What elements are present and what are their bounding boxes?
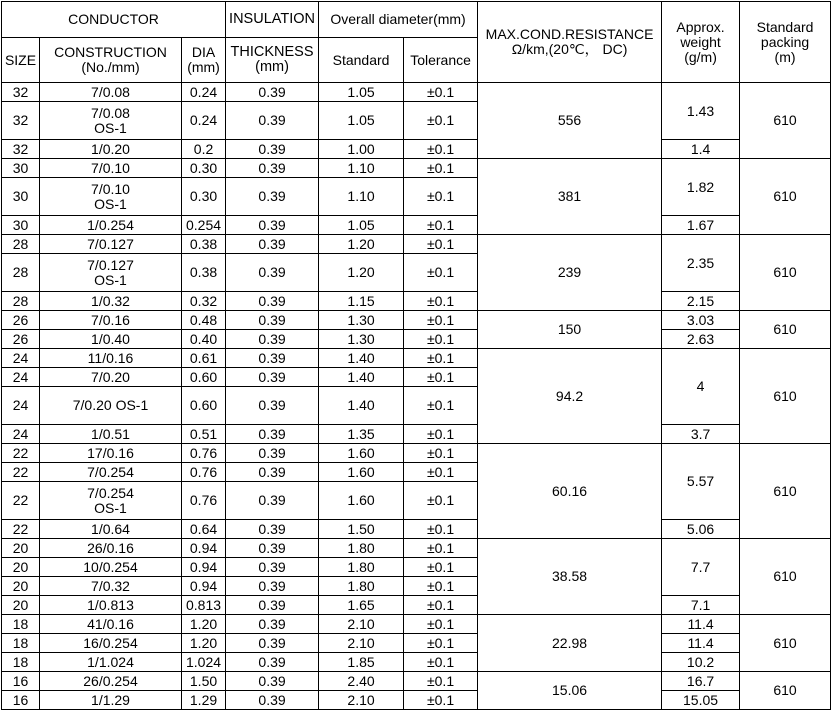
standard-diameter-cell: 1.50: [319, 520, 404, 539]
resistance-cell: 381: [478, 159, 662, 235]
construction-line: OS-1: [94, 195, 127, 212]
dia-cell: 0.60: [182, 387, 226, 425]
weight-header-line2: weight: [680, 33, 721, 50]
weight-cell: 5.57: [662, 444, 740, 520]
dia-cell: 0.254: [182, 216, 226, 235]
dia-cell: 1.20: [182, 615, 226, 634]
construction-cell: [40, 653, 182, 672]
construction-line: 7/0.127: [87, 235, 134, 252]
resistance-cell: 150: [478, 311, 662, 349]
construction-cell: [40, 235, 182, 254]
construction-line: 1/0.254: [87, 216, 134, 233]
packing-header-line2: packing: [760, 33, 810, 50]
table-row: [2, 520, 831, 539]
construction-line: 1/1.29: [91, 691, 130, 708]
weight-cell: 10.2: [662, 653, 740, 672]
construction-header-line2: (No./mm): [81, 59, 140, 75]
tolerance-cell: ±0.1: [404, 102, 478, 140]
size-cell: 18: [2, 615, 40, 634]
weight-cell: 11.4: [662, 634, 740, 653]
dia-cell: 0.2: [182, 140, 226, 159]
size-cell: 28: [2, 254, 40, 292]
resistance-header: [478, 2, 662, 83]
packing-header-line3: (m): [774, 48, 796, 65]
weight-cell: 1.43: [662, 83, 740, 140]
table-row: [2, 292, 831, 311]
standard-diameter-cell: 2.10: [319, 691, 404, 710]
dia-cell: 0.32: [182, 292, 226, 311]
construction-cell: [40, 254, 182, 292]
construction-line: OS-1: [94, 271, 127, 288]
thickness-cell: 0.39: [226, 482, 319, 520]
tolerance-cell: ±0.1: [404, 653, 478, 672]
thickness-cell: 0.39: [226, 444, 319, 463]
thickness-cell: 0.39: [226, 577, 319, 596]
size-cell: 22: [2, 444, 40, 463]
resistance-cell: 15.06: [478, 672, 662, 710]
construction-line: 7/0.254: [87, 484, 134, 501]
table-row: [2, 539, 831, 558]
packing-cell: 610: [740, 444, 831, 539]
thickness-cell: 0.39: [226, 140, 319, 159]
construction-cell: [40, 444, 182, 463]
packing-cell: 610: [740, 235, 831, 311]
construction-cell: [40, 482, 182, 520]
tolerance-cell: ±0.1: [404, 349, 478, 368]
resistance-header-line2: Ω/km,(20℃， DC): [511, 41, 628, 57]
tolerance-cell: ±0.1: [404, 216, 478, 235]
weight-cell: 7.1: [662, 596, 740, 615]
thickness-cell: 0.39: [226, 349, 319, 368]
standard-diameter-cell: 1.85: [319, 653, 404, 672]
table-row: [2, 596, 831, 615]
construction-cell: [40, 425, 182, 444]
tolerance-cell: ±0.1: [404, 520, 478, 539]
construction-line: 1/0.32: [91, 292, 130, 309]
size-cell: 26: [2, 311, 40, 330]
size-cell: 32: [2, 140, 40, 159]
weight-cell: 16.7: [662, 672, 740, 691]
size-cell: 22: [2, 520, 40, 539]
table-row: [2, 216, 831, 235]
standard-diameter-cell: 1.05: [319, 216, 404, 235]
dia-cell: 0.48: [182, 311, 226, 330]
tolerance-cell: ±0.1: [404, 425, 478, 444]
tolerance-cell: ±0.1: [404, 387, 478, 425]
construction-cell: [40, 178, 182, 216]
tolerance-cell: ±0.1: [404, 311, 478, 330]
construction-line: 26/0.254: [83, 672, 138, 689]
standard-diameter-cell: 1.40: [319, 349, 404, 368]
packing-cell: 610: [740, 159, 831, 235]
construction-cell: [40, 577, 182, 596]
standard-diameter-cell: 1.20: [319, 254, 404, 292]
resistance-cell: 60.16: [478, 444, 662, 539]
wire-spec-table: [1, 1, 831, 710]
tolerance-cell: ±0.1: [404, 577, 478, 596]
size-cell: 32: [2, 102, 40, 140]
standard-diameter-cell: 1.65: [319, 596, 404, 615]
construction-line: 7/0.10: [91, 180, 130, 197]
construction-line: 11/0.16: [87, 349, 134, 366]
standard-header: Standard: [319, 38, 404, 83]
tolerance-cell: ±0.1: [404, 672, 478, 691]
size-cell: 30: [2, 216, 40, 235]
construction-line: 7/0.32: [91, 577, 130, 594]
standard-diameter-cell: 1.05: [319, 83, 404, 102]
standard-diameter-cell: 1.35: [319, 425, 404, 444]
tolerance-cell: ±0.1: [404, 83, 478, 102]
dia-cell: 0.38: [182, 254, 226, 292]
construction-cell: [40, 691, 182, 710]
construction-cell: [40, 387, 182, 425]
construction-cell: [40, 558, 182, 577]
construction-line: 7/0.16: [91, 311, 130, 328]
construction-line: 7/0.254: [87, 463, 134, 480]
standard-diameter-cell: 1.60: [319, 482, 404, 520]
tolerance-cell: ±0.1: [404, 539, 478, 558]
construction-line: 1/0.64: [91, 520, 130, 537]
construction-cell: [40, 463, 182, 482]
standard-diameter-cell: 1.05: [319, 102, 404, 140]
dia-cell: 0.76: [182, 482, 226, 520]
construction-line: 7/0.08: [91, 104, 130, 121]
size-cell: 16: [2, 691, 40, 710]
packing-header-line1: Standard: [756, 18, 814, 35]
standard-diameter-cell: 2.40: [319, 672, 404, 691]
size-cell: 24: [2, 425, 40, 444]
size-cell: 20: [2, 558, 40, 577]
construction-cell: [40, 140, 182, 159]
size-cell: 28: [2, 292, 40, 311]
weight-cell: 11.4: [662, 615, 740, 634]
construction-line: 16/0.254: [83, 634, 138, 651]
weight-cell: 7.7: [662, 539, 740, 596]
construction-line: 17/0.16: [87, 444, 134, 461]
thickness-cell: 0.39: [226, 653, 319, 672]
tolerance-cell: ±0.1: [404, 444, 478, 463]
size-cell: 22: [2, 463, 40, 482]
packing-cell: 610: [740, 311, 831, 349]
standard-diameter-cell: 1.30: [319, 311, 404, 330]
construction-cell: [40, 615, 182, 634]
construction-line: 26/0.16: [87, 539, 134, 556]
weight-cell: 2.15: [662, 292, 740, 311]
size-cell: 32: [2, 83, 40, 102]
thickness-cell: 0.39: [226, 311, 319, 330]
size-cell: 26: [2, 330, 40, 349]
standard-diameter-cell: 1.80: [319, 558, 404, 577]
construction-line: 7/0.20 OS-1: [72, 397, 149, 413]
tolerance-header: Tolerance: [404, 38, 478, 83]
construction-line: 41/0.16: [87, 615, 134, 632]
weight-cell: 15.05: [662, 691, 740, 710]
construction-cell: [40, 311, 182, 330]
standard-diameter-cell: 1.30: [319, 330, 404, 349]
thickness-cell: 0.39: [226, 159, 319, 178]
dia-cell: 0.30: [182, 159, 226, 178]
weight-header-line3: (g/m): [684, 48, 717, 65]
construction-cell: [40, 330, 182, 349]
construction-line: 1/0.20: [91, 140, 130, 157]
packing-cell: 610: [740, 349, 831, 444]
insulation-header: INSULATION: [226, 2, 319, 38]
tolerance-cell: ±0.1: [404, 178, 478, 216]
tolerance-cell: ±0.1: [404, 691, 478, 710]
construction-cell: [40, 292, 182, 311]
table-row: [2, 159, 831, 178]
dia-cell: 0.94: [182, 539, 226, 558]
construction-cell: [40, 539, 182, 558]
construction-line: 7/0.127: [87, 256, 134, 273]
thickness-cell: 0.39: [226, 102, 319, 140]
thickness-cell: 0.39: [226, 558, 319, 577]
construction-line: 7/0.10: [91, 159, 130, 176]
tolerance-cell: ±0.1: [404, 235, 478, 254]
dia-cell: 0.76: [182, 444, 226, 463]
construction-line: OS-1: [94, 119, 127, 136]
size-cell: 30: [2, 178, 40, 216]
size-cell: 20: [2, 596, 40, 615]
dia-cell: 0.61: [182, 349, 226, 368]
size-cell: 24: [2, 368, 40, 387]
size-cell: 28: [2, 235, 40, 254]
thickness-cell: 0.39: [226, 216, 319, 235]
weight-header-line1: Approx.: [676, 18, 725, 35]
packing-cell: 610: [740, 83, 831, 159]
standard-diameter-cell: 1.80: [319, 577, 404, 596]
tolerance-cell: ±0.1: [404, 615, 478, 634]
thickness-cell: 0.39: [226, 463, 319, 482]
dia-cell: 0.24: [182, 102, 226, 140]
standard-diameter-cell: 1.60: [319, 463, 404, 482]
dia-header: [182, 38, 226, 83]
table-row: [2, 235, 831, 254]
thickness-header: [226, 38, 319, 83]
weight-cell: 1.82: [662, 159, 740, 216]
construction-cell: [40, 520, 182, 539]
dia-cell: 0.94: [182, 558, 226, 577]
construction-cell: [40, 83, 182, 102]
tolerance-cell: ±0.1: [404, 159, 478, 178]
dia-cell: 0.60: [182, 368, 226, 387]
table-row: [2, 634, 831, 653]
construction-line: 10/0.254: [83, 558, 138, 575]
standard-diameter-cell: 1.40: [319, 368, 404, 387]
tolerance-cell: ±0.1: [404, 634, 478, 653]
header-row-1: [2, 2, 831, 38]
construction-line: 1/1.024: [87, 653, 134, 670]
dia-header-line1: DIA: [191, 44, 216, 60]
thickness-cell: 0.39: [226, 83, 319, 102]
weight-cell: 4: [662, 349, 740, 425]
thickness-cell: 0.39: [226, 672, 319, 691]
table-row: [2, 311, 831, 330]
tolerance-cell: ±0.1: [404, 330, 478, 349]
table-row: [2, 444, 831, 463]
weight-cell: 5.06: [662, 520, 740, 539]
weight-cell: 3.03: [662, 311, 740, 330]
dia-cell: 0.94: [182, 577, 226, 596]
construction-line: 7/0.08: [91, 83, 130, 100]
size-cell: 20: [2, 577, 40, 596]
construction-header-line1: CONSTRUCTION: [54, 44, 167, 60]
construction-cell: [40, 596, 182, 615]
packing-cell: 610: [740, 539, 831, 615]
standard-diameter-cell: 1.20: [319, 235, 404, 254]
table-row: [2, 425, 831, 444]
thickness-cell: 0.39: [226, 596, 319, 615]
standard-diameter-cell: 1.15: [319, 292, 404, 311]
table-row: [2, 83, 831, 102]
resistance-cell: 556: [478, 83, 662, 159]
dia-header-line2: (mm): [187, 59, 220, 75]
thickness-cell: 0.39: [226, 292, 319, 311]
size-cell: 24: [2, 387, 40, 425]
dia-cell: 1.29: [182, 691, 226, 710]
dia-cell: 0.30: [182, 178, 226, 216]
size-cell: 18: [2, 634, 40, 653]
table-row: [2, 615, 831, 634]
tolerance-cell: ±0.1: [404, 292, 478, 311]
overall-diameter-header: Overall diameter(mm): [319, 2, 478, 38]
thickness-cell: 0.39: [226, 235, 319, 254]
standard-diameter-cell: 2.10: [319, 615, 404, 634]
tolerance-cell: ±0.1: [404, 140, 478, 159]
construction-cell: [40, 368, 182, 387]
thickness-cell: 0.39: [226, 368, 319, 387]
standard-diameter-cell: 1.40: [319, 387, 404, 425]
standard-diameter-cell: 2.10: [319, 634, 404, 653]
table-row: [2, 653, 831, 672]
weight-cell: 2.35: [662, 235, 740, 292]
standard-diameter-cell: 1.10: [319, 159, 404, 178]
conductor-header: CONDUCTOR: [2, 2, 226, 38]
thickness-cell: 0.39: [226, 178, 319, 216]
construction-header: [40, 38, 182, 83]
size-cell: 16: [2, 672, 40, 691]
dia-cell: 0.64: [182, 520, 226, 539]
standard-diameter-cell: 1.00: [319, 140, 404, 159]
packing-header: [740, 2, 831, 83]
dia-cell: 1.20: [182, 634, 226, 653]
resistance-cell: 239: [478, 235, 662, 311]
table-row: [2, 672, 831, 691]
tolerance-cell: ±0.1: [404, 368, 478, 387]
dia-cell: 0.38: [182, 235, 226, 254]
resistance-cell: 22.98: [478, 615, 662, 672]
size-cell: 18: [2, 653, 40, 672]
dia-cell: 0.76: [182, 463, 226, 482]
thickness-cell: 0.39: [226, 520, 319, 539]
construction-line: 7/0.20: [91, 368, 130, 385]
dia-cell: 0.51: [182, 425, 226, 444]
thickness-cell: 0.39: [226, 539, 319, 558]
tolerance-cell: ±0.1: [404, 254, 478, 292]
table-row: [2, 140, 831, 159]
size-cell: 30: [2, 159, 40, 178]
construction-line: 1/0.51: [91, 425, 130, 442]
table-row: [2, 691, 831, 710]
size-cell: 20: [2, 539, 40, 558]
weight-header: [662, 2, 740, 83]
thickness-cell: 0.39: [226, 615, 319, 634]
packing-cell: 610: [740, 615, 831, 672]
construction-cell: [40, 672, 182, 691]
resistance-cell: 38.58: [478, 539, 662, 615]
thickness-cell: 0.39: [226, 634, 319, 653]
weight-cell: 2.63: [662, 330, 740, 349]
table-row: [2, 349, 831, 368]
construction-line: 1/0.40: [91, 330, 130, 347]
construction-cell: [40, 216, 182, 235]
thickness-cell: 0.39: [226, 425, 319, 444]
construction-line: 1/0.813: [87, 596, 134, 613]
dia-cell: 0.40: [182, 330, 226, 349]
weight-cell: 3.7: [662, 425, 740, 444]
standard-diameter-cell: 1.10: [319, 178, 404, 216]
thickness-header-line1: THICKNESS: [230, 44, 314, 60]
dia-cell: 0.813: [182, 596, 226, 615]
size-cell: 24: [2, 349, 40, 368]
weight-cell: 1.67: [662, 216, 740, 235]
size-header: SIZE: [2, 38, 40, 83]
thickness-header-line2: (mm): [255, 59, 289, 75]
thickness-cell: 0.39: [226, 254, 319, 292]
dia-cell: 0.24: [182, 83, 226, 102]
construction-cell: [40, 349, 182, 368]
standard-diameter-cell: 1.60: [319, 444, 404, 463]
table-row: [2, 330, 831, 349]
size-cell: 22: [2, 482, 40, 520]
tolerance-cell: ±0.1: [404, 558, 478, 577]
thickness-cell: 0.39: [226, 387, 319, 425]
resistance-header-line1: MAX.COND.RESISTANCE: [485, 26, 654, 42]
tolerance-cell: ±0.1: [404, 463, 478, 482]
packing-cell: 610: [740, 672, 831, 710]
standard-diameter-cell: 1.80: [319, 539, 404, 558]
tolerance-cell: ±0.1: [404, 482, 478, 520]
construction-cell: [40, 102, 182, 140]
construction-cell: [40, 634, 182, 653]
thickness-cell: 0.39: [226, 691, 319, 710]
thickness-cell: 0.39: [226, 330, 319, 349]
construction-cell: [40, 159, 182, 178]
dia-cell: 1.50: [182, 672, 226, 691]
spec-body: [2, 83, 831, 710]
resistance-cell: 94.2: [478, 349, 662, 444]
weight-cell: 1.4: [662, 140, 740, 159]
dia-cell: 1.024: [182, 653, 226, 672]
tolerance-cell: ±0.1: [404, 596, 478, 615]
construction-line: OS-1: [94, 499, 127, 516]
